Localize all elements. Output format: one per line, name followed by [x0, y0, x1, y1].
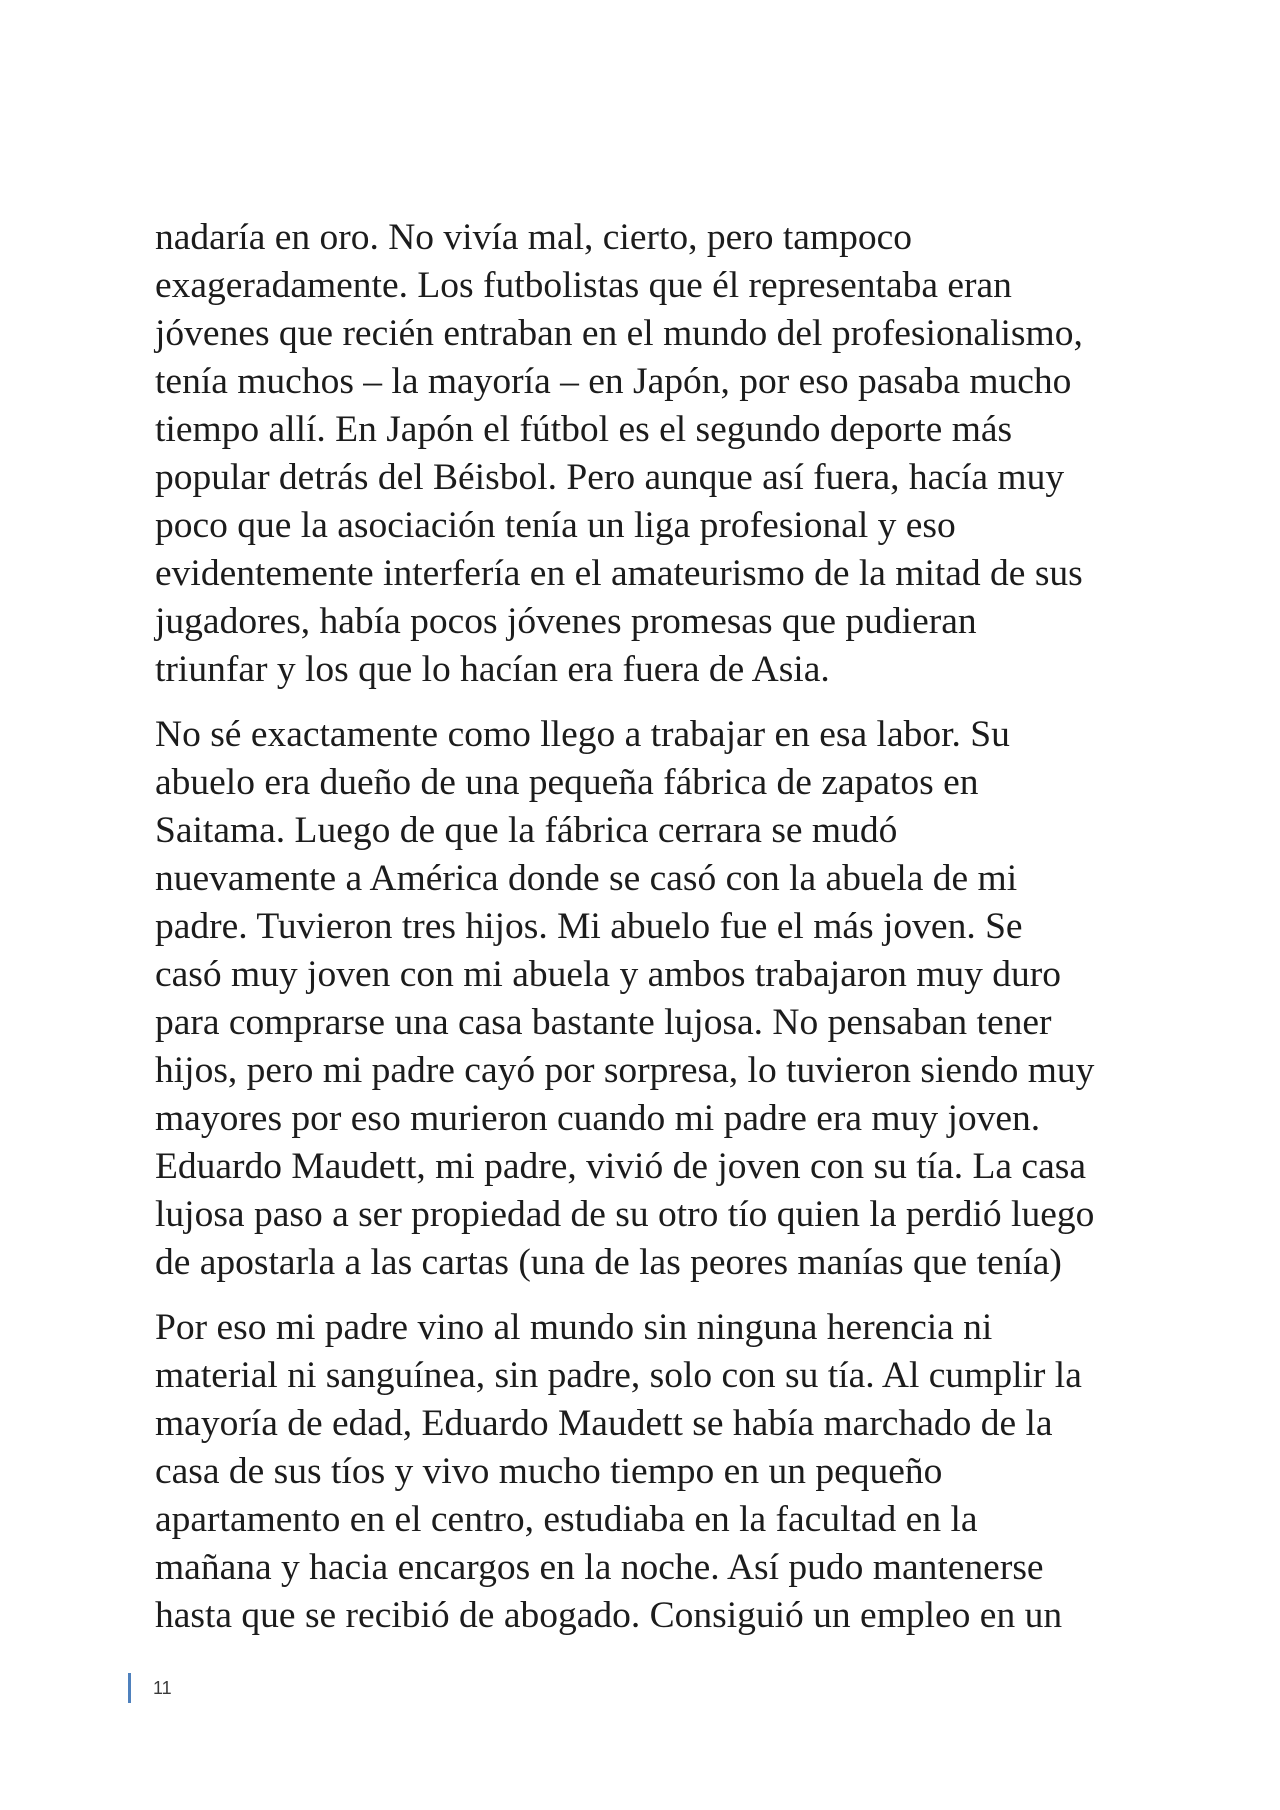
text-line: casa de sus tíos y vivo mucho tiempo en un pequeño	[155, 1451, 943, 1492]
text-line: evidentemente interfería en el amateurismo de la mitad de sus	[155, 553, 1083, 594]
text-line: poco que la asociación tenía un liga profesional y eso	[155, 505, 956, 546]
paragraph-2	[155, 711, 1155, 1287]
text-line: exageradamente. Los futbolistas que él representaba eran	[155, 265, 1012, 306]
text-line: material ni sanguínea, sin padre, solo con su tía. Al cumplir la	[155, 1355, 1082, 1396]
text-line: tenía muchos – la mayoría – en Japón, por eso pasaba mucho	[155, 361, 1072, 402]
text-line: lujosa paso a ser propiedad de su otro tío quien la perdió luego	[155, 1194, 1095, 1235]
text-line: nadaría en oro. No vivía mal, cierto, pero tampoco	[155, 217, 913, 258]
page-footer	[128, 1673, 172, 1703]
text-line: triunfar y los que lo hacían era fuera de Asia.	[155, 649, 830, 690]
text-line: abuelo era dueño de una pequeña fábrica de zapatos en	[155, 762, 979, 803]
text-line: nuevamente a América donde se casó con la abuela de mi	[155, 858, 1018, 899]
page-number-accent-bar	[128, 1673, 131, 1703]
paragraph-1	[155, 214, 1155, 694]
text-line: hijos, pero mi padre cayó por sorpresa, lo tuvieron siendo muy	[155, 1050, 1095, 1091]
text-line: popular detrás del Béisbol. Pero aunque así fuera, hacía muy	[155, 457, 1065, 498]
text-line: apartamento en el centro, estudiaba en la facultad en la	[155, 1499, 978, 1540]
text-line: mayores por eso murieron cuando mi padre era muy joven.	[155, 1098, 1041, 1139]
text-line: mayoría de edad, Eduardo Maudett se había marchado de la	[155, 1403, 1053, 1444]
text-line: jugadores, había pocos jóvenes promesas que pudieran	[155, 601, 977, 642]
text-line: jóvenes que recién entraban en el mundo del profesionalismo,	[155, 313, 1083, 354]
text-line: Saitama. Luego de que la fábrica cerrara se mudó	[155, 810, 898, 851]
text-line: Eduardo Maudett, mi padre, vivió de joven con su tía. La casa	[155, 1146, 1086, 1187]
text-line: de apostarla a las cartas (una de las peores manías que tenía)	[155, 1242, 1062, 1283]
text-line: padre. Tuvieron tres hijos. Mi abuelo fue el más joven. Se	[155, 906, 1023, 947]
text-line: Por eso mi padre vino al mundo sin ninguna herencia ni	[155, 1307, 993, 1348]
body-text	[155, 214, 1155, 1657]
text-line: para comprarse una casa bastante lujosa. No pensaban tener	[155, 1002, 1052, 1043]
text-line: hasta que se recibió de abogado. Consiguió un empleo en un	[155, 1595, 1063, 1636]
text-line: tiempo allí. En Japón el fútbol es el segundo deporte más	[155, 409, 1013, 450]
text-line: casó muy joven con mi abuela y ambos trabajaron muy duro	[155, 954, 1062, 995]
paragraph-3	[155, 1304, 1155, 1640]
text-line: mañana y hacia encargos en la noche. Así pudo mantenerse	[155, 1547, 1044, 1588]
text-line: No sé exactamente como llego a trabajar en esa labor. Su	[155, 714, 1010, 755]
page-number: 11	[153, 1677, 172, 1698]
